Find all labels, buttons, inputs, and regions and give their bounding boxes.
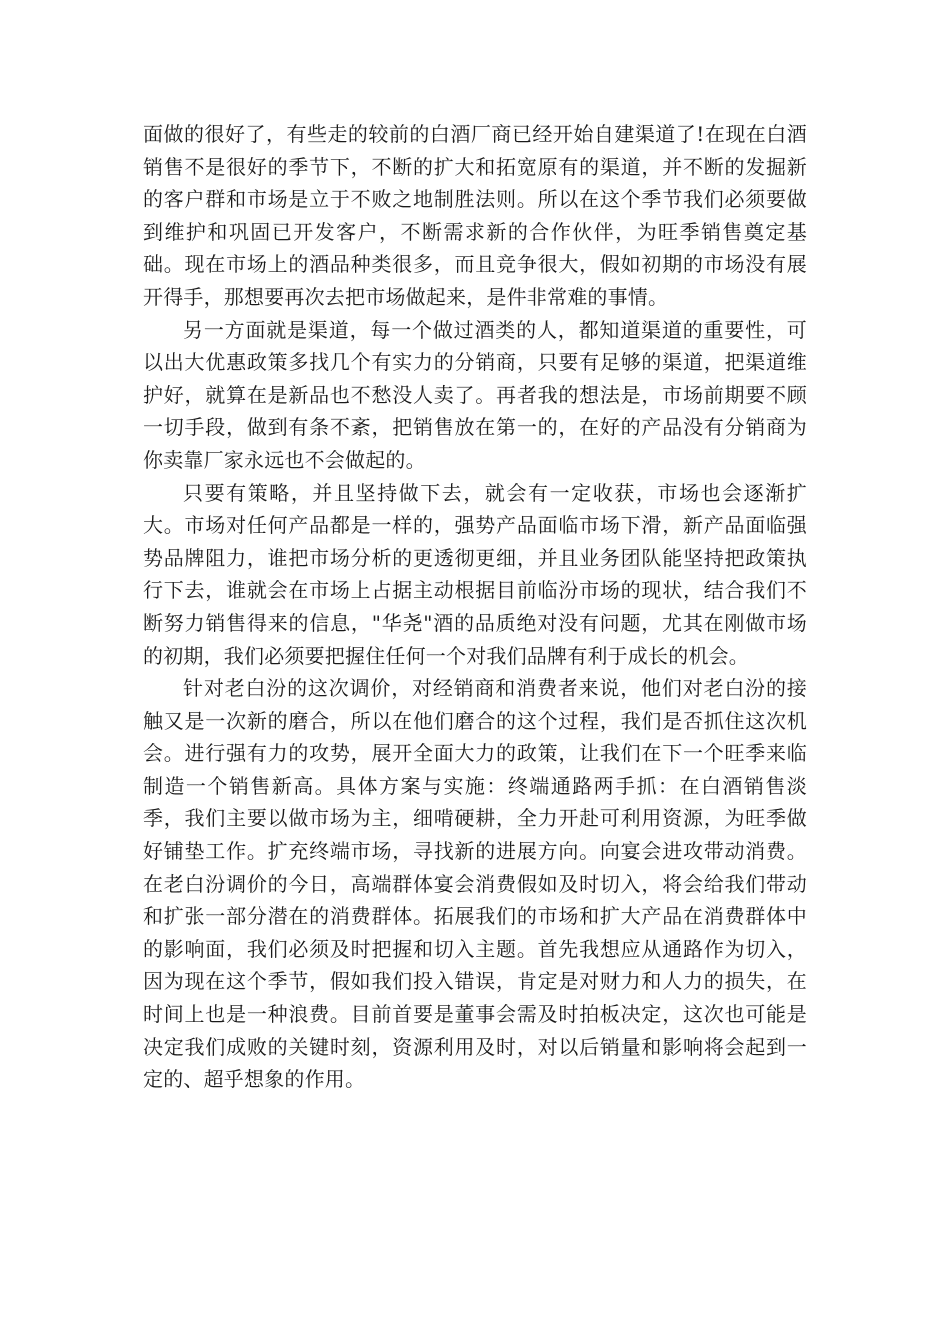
paragraph-continuation: 面做的很好了，有些走的较前的白酒厂商已经开始自建渠道了!在现在白酒销售不是很好的季节下，不断的扩大和拓宽原有的渠道，并不断的发掘新的客户群和市场是立于不败之地制胜法则。所以在这个季节我们必须要做到维护和巩固已开发客户，不断需求新的合作伙伴，为旺季销售奠定基础。现在市场上的酒品种类很多，而且竞争很大，假如初期的市场没有展开得手，那想要再次去把市场做起来，是件非常难的事情。: [143, 122, 807, 309]
paragraph-price-adjustment: 针对老白汾的这次调价，对经销商和消费者来说，他们对老白汾的接触又是一次新的磨合，所以在他们磨合的这个过程，我们是否抓住这次机会。进行强有力的攻势，展开全面大力的政策，让我们在下一个旺季来临制造一个销售新高。具体方案与实施：终端通路两手抓：在白酒销售淡季，我们主要以做市场为主，细啃硬耕，全力开赴可利用资源，为旺季做好铺垫工作。扩充终端市场，寻找新的进展方向。向宴会进攻带动消费。在老白汾调价的今日，高端群体宴会消费假如及时切入，将会给我们带动和扩张一部分潜在的消费群体。拓展我们的市场和扩大产品在消费群体中的影响面，我们必须及时把握和切入主题。首先我想应从通路作为切入，因为现在这个季节，假如我们投入错误，肯定是对财力和人力的损失，在时间上也是一种浪费。目前首要是董事会需及时拍板决定，这次也可能是决定我们成败的关键时刻，资源利用及时，对以后销量和影响将会起到一定的、超乎想象的作用。: [143, 676, 807, 1092]
document-page: [143, 118, 807, 1096]
paragraph-channels: 另一方面就是渠道，每一个做过酒类的人，都知道渠道的重要性，可以出大优惠政策多找几个有实力的分销商，只要有足够的渠道，把渠道维护好，就算在是新品也不愁没人卖了。再者我的想法是，市场前期要不顾一切手段，做到有条不紊，把销售放在第一的，在好的产品没有分销商为你卖靠厂家永远也不会做起的。: [143, 317, 807, 472]
paragraph-strategy: 只要有策略，并且坚持做下去，就会有一定收获，市场也会逐渐扩大。市场对任何产品都是一样的，强势产品面临市场下滑，新产品面临强势品牌阻力，谁把市场分析的更透彻更细，并且业务团队能坚持把政策执行下去，谁就会在市场上占据主动根据目前临汾市场的现状，结合我们不断努力销售得来的信息，"华尧"酒的品质绝对没有问题，尤其在刚做市场的初期，我们必须要把握住任何一个对我们品牌有利于成长的机会。: [143, 480, 807, 668]
